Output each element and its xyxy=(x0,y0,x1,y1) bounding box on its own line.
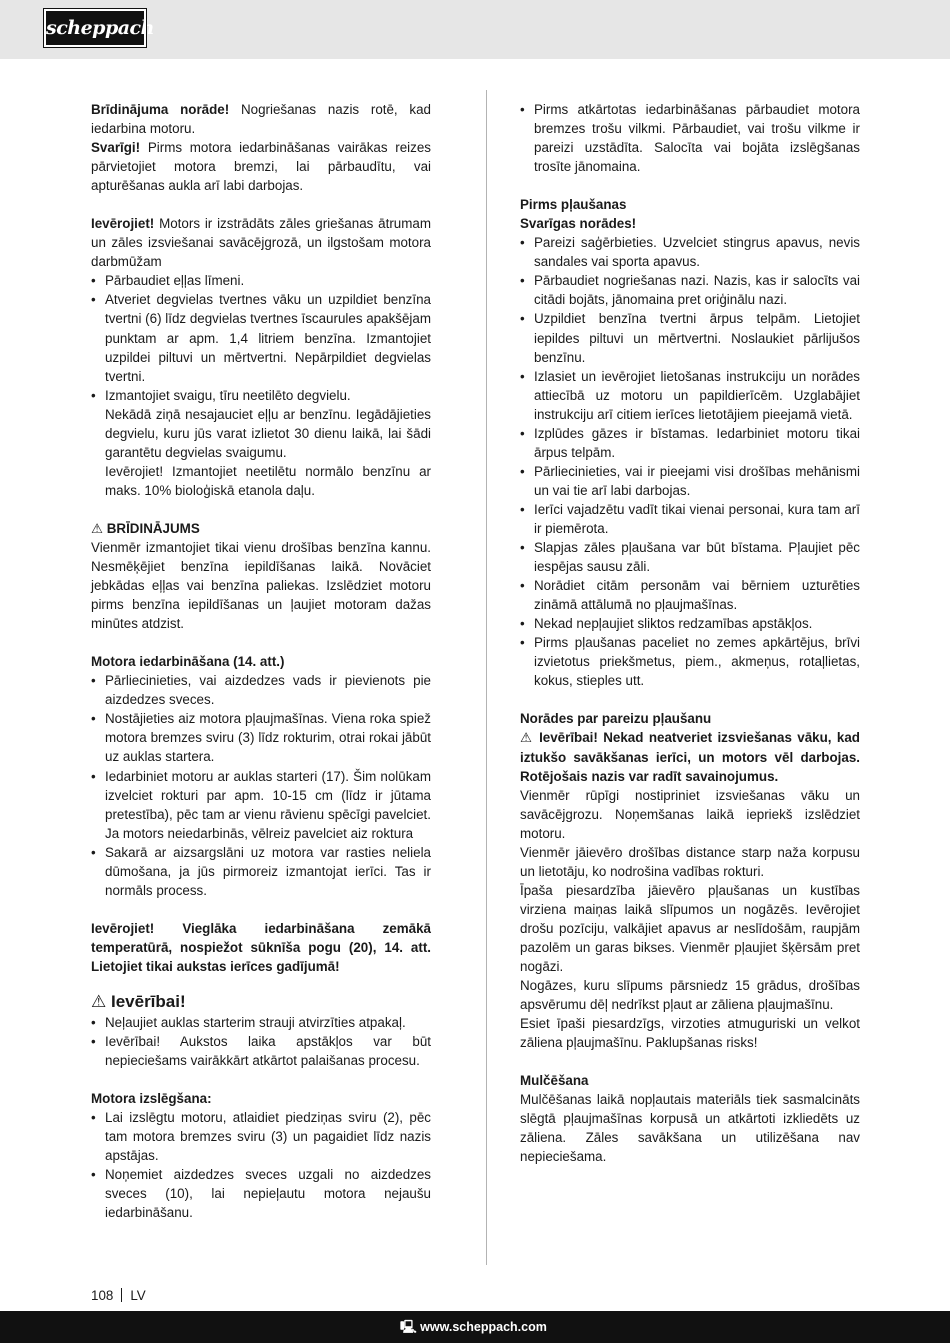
list-item: • Pārbaudiet nogriešanas nazi. Nazis, kas ir salocīts vai citādi bojāts, jānomaina pret oriģinālu nazi. xyxy=(520,271,860,309)
warning-text: Vienmēr izmantojiet tikai vienu drošības benzīna kannu. Nesmēķējiet benzīna iepildīšanas laikā. Novāciet jebkādas eļļas vai benzīna paliekas. Izslēdziet motoru pirms benzīna iepildīšanas un ļaujiet motoram dažas minūtes atdzist. xyxy=(91,539,431,632)
list-item: • Izplūdes gāzes ir bīstamas. Iedarbiniet motoru tikai ārpus telpām. xyxy=(520,424,860,462)
monitor-icon: 🖳 xyxy=(400,1320,417,1334)
section-heading-before-mowing: Pirms pļaušanas xyxy=(520,197,627,213)
section-heading-stop: Motora izslēgšana: xyxy=(91,1091,212,1107)
list-item: • Pirms pļaušanas paceliet no zemes apkārtējus, brīvi izvietotus priekšmetus, piem., akmeņus, rotaļlietas, kokus, stieples utt. xyxy=(520,633,860,690)
list-item: • Ievērībai! Aukstos laika apstākļos var būt nepieciešams vairākkārt atkārtot palaišanas procesu. xyxy=(91,1032,431,1070)
column-divider xyxy=(486,90,487,1265)
list-item: • Pārliecinieties, vai ir pieejami visi drošības mehānismi un vai tie arī labi darbojas. xyxy=(520,462,860,500)
bold-notice: Ievērojiet! Vieglāka iedarbināšana zemākā temperatūrā, nospiežot sūknīša pogu (20), 14. att. Lietojiet tikai aukstas ierīces gadījumā! xyxy=(91,920,431,974)
left-column xyxy=(91,100,431,1222)
section-heading-correct-mowing: Norādes par pareizu pļaušanu xyxy=(520,711,712,727)
list-item: • Sakarā ar aizsargslāni uz motora var rasties neliela dūmošana, ja jūs pirmoreiz izmantojat ierīci. Tas ir normāls process. xyxy=(91,843,431,900)
warning-note: Brīdinājuma norāde! Nogriešanas nazis rotē, kad iedarbina motoru. xyxy=(91,102,431,137)
website-link[interactable]: 🖳 www.scheppach.com xyxy=(400,1320,547,1334)
footer-bar xyxy=(0,1311,950,1343)
paragraph: Vienmēr rūpīgi nostipriniet izsviešanas vāku un savācējgrozu. Noņemšanas laikā iepriekš izslēdziet motoru. xyxy=(520,787,860,841)
subheading-important: Svarīgas norādes! xyxy=(520,216,637,232)
list-item: • Izmantojiet svaigu, tīru neetilēto degvielu. xyxy=(91,386,431,405)
brand-logo: scheppach xyxy=(44,9,146,47)
warning-heading: ⚠ BRĪDINĀJUMS xyxy=(91,520,200,536)
list-continuation: Ievērojiet! Izmantojiet neetilētu normālo benzīnu ar maks. 10% bioloģiskā etanola daļu. xyxy=(105,463,431,498)
section-heading-start: Motora iedarbināšana (14. att.) xyxy=(91,654,285,670)
list-item: • Atveriet degvielas tvertnes vāku un uzpildiet benzīna tvertni (6) līdz degvielas tvertnes īscaurules apakšējam punktam ar apm. 1,4 litriem benzīna. Izmantojiet uzpildei piltuvi un mērtvertni. Nepārpildiet degvielas tvertni. xyxy=(91,290,431,385)
list-item: • Pareizi saģērbieties. Uzvelciet stingrus apavus, nevis sandales vai sporta apavus. xyxy=(520,233,860,271)
attention-list xyxy=(91,1013,431,1070)
list-item: • Nekad nepļaujiet sliktos redzamības apstākļos. xyxy=(520,614,860,633)
page-number: 108 xyxy=(91,1288,114,1303)
list-item: • Lai izslēgtu motoru, atlaidiet piedziņas sviru (2), pēc tam motora bremzes sviru (3) un pagaidiet līdz nazis apstājas. xyxy=(91,1108,431,1165)
paragraph: Esiet īpaši piesardzīgs, virzoties atmuguriski un velkot zāliena pļaujmašīnu. Paklupšanas risks! xyxy=(520,1016,860,1051)
brake-check-list xyxy=(520,100,860,176)
page-footer xyxy=(91,1286,146,1305)
important-note: Svarīgi! Pirms motora iedarbināšanas vairākas reizes pārvietojiet motora bremzi, lai pārbaudītu, vai apturēšanas aukla arī labi darbojas. xyxy=(91,140,431,194)
paragraph: Mulčēšanas laikā nopļautais materiāls tiek sasmalcināts slēgtā pļaujmašīnas korpusā un atkārtoti izkliedēts uz zāliena. Zāles savākšana un utilizēšana nav nepieciešama. xyxy=(520,1092,860,1165)
warning-bold-text: ⚠ Ievērībai! Nekad neatveriet izsviešanas vāku, kad iztukšo savākšanas ierīci, un motors vēl darbojas. Rotējošais nazis var radīt savainojumus. xyxy=(520,730,860,784)
list-item: • Norādiet citām personām vai bērniem uzturēties zināmā attālumā no pļaujmašīnas. xyxy=(520,576,860,614)
before-mowing-list xyxy=(520,233,860,690)
list-item: • Uzpildiet benzīna tvertni ārpus telpām. Lietojiet iepildes piltuvi un mērtvertni. Noslaukiet pārlijušos benzīnu. xyxy=(520,309,860,366)
paragraph: Īpaša piesardzība jāievēro pļaušanas un kustības virziena maiņas laikā slīpumos un nogāzēs. Ievērojiet drošu pozīciju, valkājiet apavus ar neslīdošām, raupjām pazolēm un garas bikses. Vienmēr pļaujiet šķērsām pret nogāzi. xyxy=(520,882,860,975)
warning-icon: ⚠ xyxy=(520,730,534,746)
list-item: • Noņemiet aizdedzes sveces uzgali no aizdedzes sveces (10), lai nepieļautu motora nejaušu iedarbināšanu. xyxy=(91,1165,431,1222)
stop-list xyxy=(91,1108,431,1222)
header-bar xyxy=(0,0,950,59)
list-item: • Pirms atkārtotas iedarbināšanas pārbaudiet motora bremzes trošu vilkmi. Pārbaudiet, vai trošu vilkme ir pareizi uzstādīta. Salocīta vai bojāta izslēgšanas trosīte jānomaina. xyxy=(520,100,860,176)
list-item: • Iedarbiniet motoru ar auklas starteri (17). Šim nolūkam izvelciet rokturi par apm. 10-15 cm (līdz ir jūtama pretestība), pēc tam ar vienu rāvienu spēcīgi pavelciet. Ja motors neiedarbinās, vēlreiz pavelciet aiz roktura xyxy=(91,767,431,843)
list-item: • Pārliecinieties, vai aizdedzes vads ir pievienots pie aizdedzes sveces. xyxy=(91,671,431,709)
list-item: • Nostājieties aiz motora pļaujmašīnas. Viena roka spiež motora bremzes sviru (3) līdz rokturim, otrai rokai jābūt uz auklas startera. xyxy=(91,709,431,766)
list-item: • Neļaujiet auklas starterim strauji atvirzīties atpakaļ. xyxy=(91,1013,431,1032)
list-item: • Izlasiet un ievērojiet lietošanas instrukciju un norādes attiecībā uz motoru un papildierīcēm. Uzglabājiet instrukciju arī citiem ierīces lietotājiem pieejamā vietā. xyxy=(520,367,860,424)
warning-icon: ⚠ xyxy=(91,520,104,536)
observe-note: Ievērojiet! Motors ir izstrādāts zāles griešanas ātrumam un zāles izsviešanai savācējgrozā, un ilgstošam motora darbmūžam xyxy=(91,216,431,270)
list-item: • Pārbaudiet eļļas līmeni. xyxy=(91,271,431,290)
paragraph: Nogāzes, kuru slīpums pārsniedz 15 grādus, drošības apsvērumu dēļ nedrīkst pļaut ar zāliena pļaujmašīnu. xyxy=(520,978,860,1013)
paragraph: Vienmēr jāievēro drošības distance starp naža korpusu un lietotāju, ko nodrošina vadības rokturi. xyxy=(520,844,860,879)
list-item: • Slapjas zāles pļaušana var būt bīstama. Pļaujiet pēc iespējas sausu zāli. xyxy=(520,538,860,576)
list-continuation: Nekādā ziņā nesajauciet eļļu ar benzīnu. Iegādājieties degvielu, kuru jūs varat izlietot 30 dienu laikā, lai šādi garantētu degvielas svaigumu. xyxy=(105,406,431,460)
attention-heading: ⚠ Ievērībai! xyxy=(91,991,186,1011)
warning-icon: ⚠ xyxy=(91,991,107,1011)
right-column xyxy=(520,100,860,1166)
start-list xyxy=(91,671,431,900)
list-item: • Ierīci vajadzētu vadīt tikai vienai personai, kura tam arī ir piemērota. xyxy=(520,500,860,538)
section-heading-mulching: Mulčēšana xyxy=(520,1073,589,1089)
fuel-list xyxy=(91,271,431,404)
language-code: LV xyxy=(130,1288,146,1303)
